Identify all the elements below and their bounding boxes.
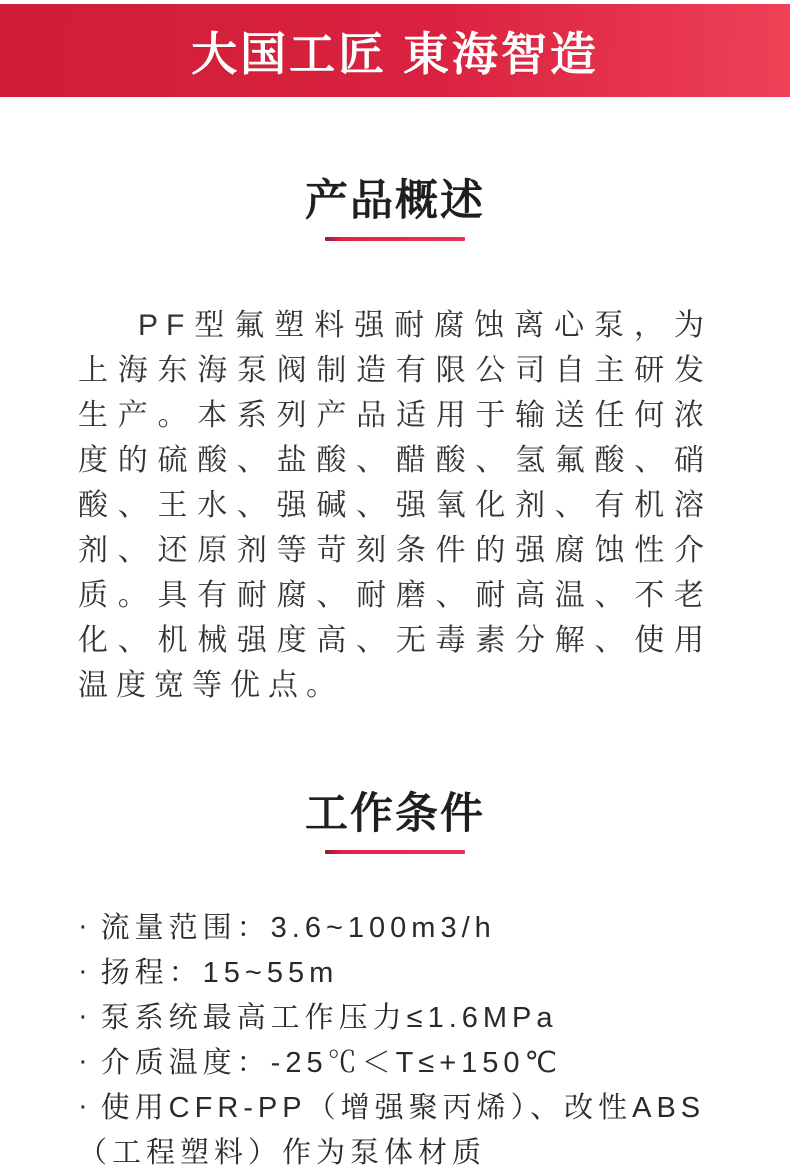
section-working-conditions [0,790,790,1176]
conditions-section-title: 工作条件 [305,790,485,838]
list-item [78,906,712,951]
bullet-icon: · [78,1045,93,1077]
header-banner [0,4,790,97]
bullet-icon: · [78,955,93,987]
overview-section-title: 产品概述 [305,177,485,225]
conditions-title-block [0,790,790,854]
bullet-icon: · [78,910,93,942]
banner-title: 大国工匠 東海智造 [191,27,599,80]
condition-max-pressure: 泵系统最高工作压力≤1.6MPa [100,1002,558,1034]
condition-pump-material: 使用CFR-PP（增强聚丙烯）、改性ABS（工程塑料）作为泵体材质 [78,1092,706,1169]
condition-head: 扬程：15~55m [100,957,339,989]
list-item [78,996,712,1041]
bullet-icon: · [78,1090,93,1122]
overview-title-underline [325,237,465,241]
conditions-list [78,906,712,1176]
condition-flow-range: 流量范围：3.6~100m3/h [100,912,496,944]
condition-medium-temperature: 介质温度：-25℃＜T≤+150℃ [100,1047,563,1079]
list-item [78,1041,712,1086]
section-product-overview [0,177,790,708]
conditions-title-underline [325,850,465,854]
overview-paragraph: PF型氟塑料强耐腐蚀离心泵，为上海东海泵阀制造有限公司自主研发生产。本系列产品适用于输送任何浓度的硫酸、盐酸、醋酸、氢氟酸、硝酸、王水、强碱、强氧化剂、有机溶剂、还原剂等苛刻条件的强腐蚀性介质。具有耐腐、耐磨、耐高温、不老化、机械强度高、无毒素分解、使用温度宽等优点。 [78,309,712,702]
overview-title-block [0,177,790,241]
bullet-icon: · [78,1000,93,1032]
list-item [78,951,712,996]
list-item [78,1086,712,1176]
